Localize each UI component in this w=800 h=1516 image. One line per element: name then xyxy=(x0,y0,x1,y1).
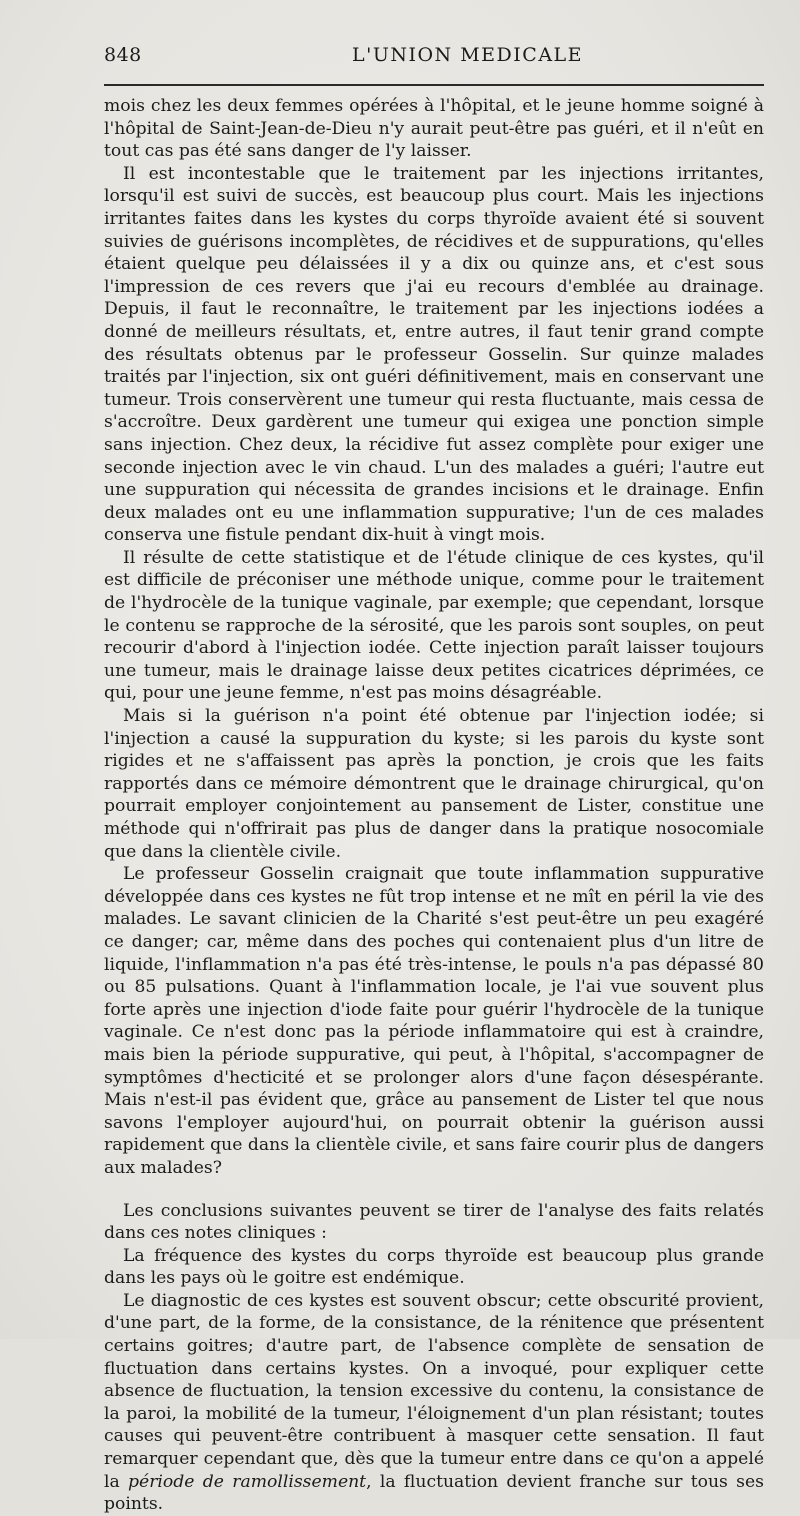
header-rule xyxy=(104,84,764,86)
journal-title: L'UNION MEDICALE xyxy=(352,44,584,66)
last-text: Le diagnostic de ces kystes est souvent obscur; cette obscurité provient, d'une part, de la forme, de la consistance, de la rénitence que présentent certains goitres; d'autre part, de l'absence complète de sensation de fluctuation dans certains kystes. On a invoqué, pour expliquer cette absence de fluctuation, la tension excessive du contenu, la consistance de la paroi, la mobilité de la tumeur, l'éloignement d'un plan résistant; toutes causes qui peuvent-être contribuent à masquer cette sensation. Il faut remarquer cependant que, dès que la tumeur entre dans ce qu'on a appelé la xyxy=(104,1290,764,1492)
paragraph-conclusions-intro: Les conclusions suivantes peuvent se tirer de l'analyse des faits relatés dans ces notes cliniques : xyxy=(104,1200,764,1244)
running-head xyxy=(104,44,764,78)
italic-term: période de ramollissement xyxy=(128,1471,367,1492)
paragraph: La fréquence des kystes du corps thyroïde est beaucoup plus grande dans les pays où le goitre est endémique. xyxy=(104,1245,764,1289)
paragraph: Mais si la guérison n'a point été obtenue par l'injection iodée; si l'injection a causé la suppuration du kyste; si les parois du kyste sont rigides et ne s'affaissent pas après la ponction, je crois que les faits rapportés dans ce mémoire démontrent que le drainage chirurgical, qu'on pourrait employer conjointement au pansement de Lister, constitue une méthode qui n'offrirait pas plus de danger dans la pratique nosocomiale que dans la clientèle civile. xyxy=(104,706,764,862)
paragraph-last xyxy=(104,1290,764,1516)
paragraph-continued: mois chez les deux femmes opérées à l'hôpital, et le jeune homme soigné à l'hôpital de Saint-Jean-de-Dieu n'y aurait peut-être pas guéri, et il n'eût en tout cas pas été sans danger de l'y laisser. xyxy=(104,96,764,162)
paragraph: Il résulte de cette statistique et de l'étude clinique de ces kystes, qu'il est difficile de préconiser une méthode unique, comme pour le traitement de l'hydrocèle de la tunique vaginale, par exemple; que cependant, lorsque le contenu se rapproche de la sérosité, que les parois sont souples, on peut recourir d'abord à l'injection iodée. Cette injection paraît laisser toujours une tumeur, mais le drainage laisse deux petites cicatrices déprimées, ce qui, pour une jeune femme, n'est pas moins désagréable. xyxy=(104,547,764,704)
section-gap xyxy=(104,1180,764,1200)
body-text xyxy=(104,95,764,1516)
paragraph: Il est incontestable que le traitement par les injections irritantes, lorsqu'il est suivi de succès, est beaucoup plus court. Mais les injections irritantes faites dans les kystes du corps thyroïde avaient été si souvent suivies de guérisons incomplètes, de récidives et de suppurations, qu'elles étaient quelque peu délaissées il y a dix ou quinze ans, et c'est sous l'impression de ces revers que j'ai eu recours d'emblée au drainage. Depuis, il faut le reconnaître, le traitement par les injections iodées a donné de meilleurs résultats, et, entre autres, il faut tenir grand compte des résultats obtenus par le professeur Gosselin. Sur quinze malades traités par l'injection, six ont guéri définitivement, mais en conservant une tumeur. Trois conservèrent une tumeur qui resta fluctuante, mais cessa de s'accroître. Deux gardèrent une tumeur qui exigea une ponction simple sans injection. Chez deux, la récidive fut assez complète pour exiger une seconde injection avec le vin chaud. L'un des malades a guéri; l'autre eut une suppuration qui nécessita de grandes incisions et le drainage. Enfin deux malades ont eu une inflammation suppurative; l'un de ces malades conserva une fistule pendant dix-huit à vingt mois. xyxy=(104,163,764,546)
paragraph: Le professeur Gosselin craignait que toute inflammation suppurative développée dans ces kystes ne fût trop intense et ne mît en péril la vie des malades. Le savant clinicien de la Charité s'est peut-être un peu exagéré ce danger; car, même dans des poches qui contenaient plus d'un litre de liquide, l'inflammation n'a pas été très-intense, le pouls n'a pas dépassé 80 ou 85 pulsations. Quant à l'inflammation locale, je l'ai vue souvent plus forte après une injection d'iode faite pour guérir l'hydrocèle de la tunique vaginale. Ce n'est donc pas la période inflammatoire qui est à craindre, mais bien la période suppurative, qui peut, à l'hôpital, s'accompagner de symptômes d'hecticité et se prolonger alors d'une façon désespérante. Mais n'est-il pas évident que, grâce au pansement de Lister tel que nous savons l'employer aujourd'hui, on pourrait obtenir la guérison aussi rapidement que dans la clientèle civile, et sans faire courir plus de dangers aux malades? xyxy=(104,864,764,1178)
last-tail: , la fluctuation devient franche sur tous ses points. xyxy=(104,1471,764,1515)
page-number: 848 xyxy=(104,44,142,66)
